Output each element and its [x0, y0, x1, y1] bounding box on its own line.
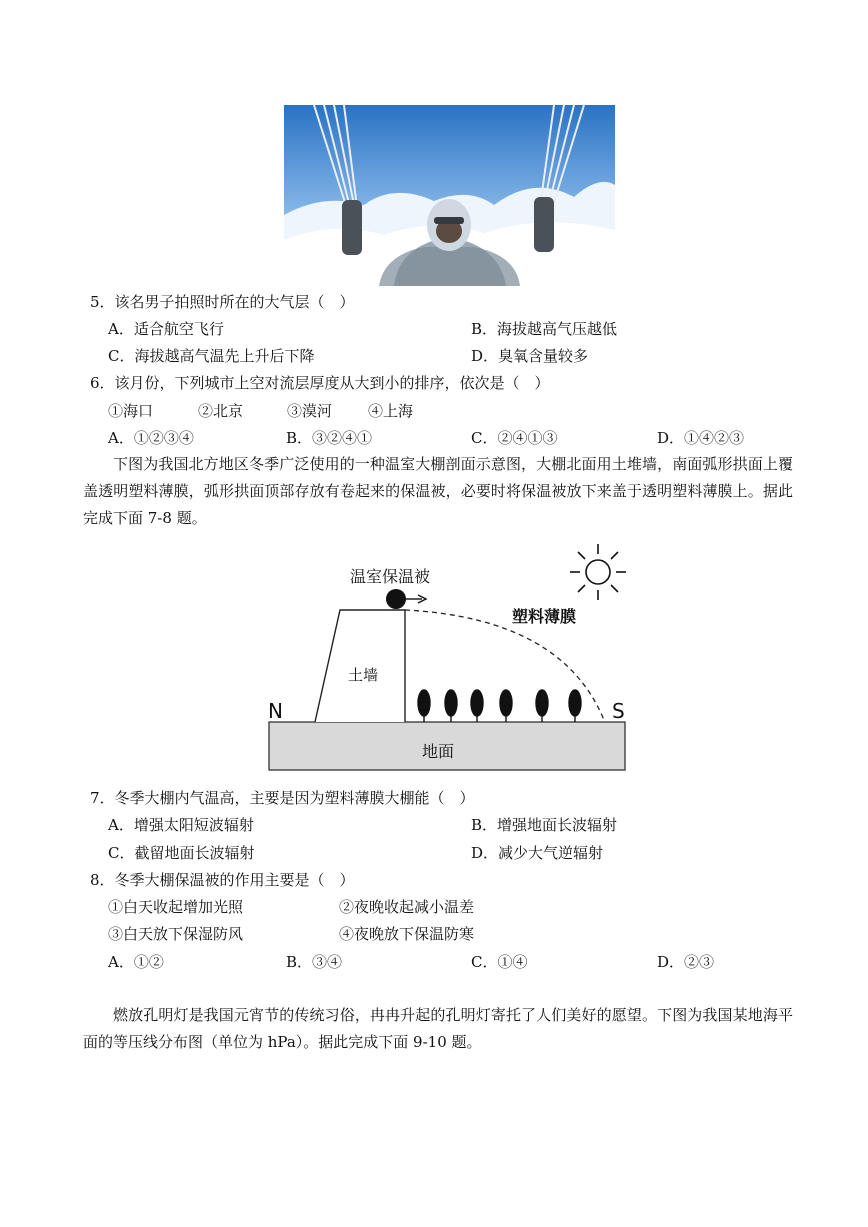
- film-label: 塑料薄膜: [512, 607, 577, 626]
- q6-option-c[interactable]: C．②④①③: [471, 429, 558, 447]
- greenhouse-diagram: [262, 540, 632, 775]
- q6-stem: 6．该月份，下列城市上空对流层厚度从大到小的排序，依次是（ ）: [90, 374, 550, 392]
- q7-option-c[interactable]: C．截留地面长波辐射: [108, 844, 255, 862]
- intro-questions-7-8: 下图为我国北方地区冬季广泛使用的一种温室大棚剖面示意图，大棚北面用土堆墙，南面弧形拱面上覆盖透明塑料薄膜，弧形拱面顶部存放有卷起来的保温被，必要时将保温被放下来盖于透明塑料薄膜上。据此完成下面 7-8 题。: [83, 455, 793, 527]
- q6-item-2: ②北京: [198, 402, 244, 420]
- q5-option-d[interactable]: D．臭氧含量较多: [471, 347, 589, 365]
- q6-option-d[interactable]: D．①④②③: [657, 429, 745, 447]
- q7-stem: 7．冬季大棚内气温高，主要是因为塑料薄膜大棚能（ ）: [90, 789, 475, 807]
- q6-item-3: ③漠河: [287, 402, 333, 420]
- south-label: S: [612, 699, 625, 723]
- q5-stem: 5．该名男子拍照时所在的大气层（ ）: [90, 293, 355, 311]
- blanket-label: 温室保温被: [350, 567, 431, 586]
- plant-icons: [418, 690, 581, 722]
- q8-stem: 8．冬季大棚保温被的作用主要是（ ）: [90, 871, 355, 889]
- north-label: N: [268, 699, 283, 723]
- blanket-roll-icon: [386, 589, 406, 609]
- q5-option-c[interactable]: C．海拔越高气温先上升后下降: [108, 347, 315, 365]
- q8-option-d[interactable]: D．②③: [657, 953, 715, 971]
- q6-option-b[interactable]: B．③②④①: [286, 429, 373, 447]
- q8-item-1: ①白天收起增加光照: [108, 898, 244, 916]
- q7-option-b[interactable]: B．增强地面长波辐射: [471, 816, 618, 834]
- q6-option-a[interactable]: A．①②③④: [108, 429, 194, 447]
- q8-item-4: ④夜晚放下保温防寒: [339, 925, 475, 943]
- q6-item-4: ④上海: [368, 402, 414, 420]
- q7-option-d[interactable]: D．减少大气逆辐射: [471, 844, 604, 862]
- q5-option-b[interactable]: B．海拔越高气压越低: [471, 320, 618, 338]
- sun-icon: [570, 544, 626, 600]
- intro-questions-9-10: 燃放孔明灯是我国元宵节的传统习俗，冉冉升起的孔明灯寄托了人们美好的愿望。下图为我国某地海平面的等压线分布图（单位为 hPa）。据此完成下面 9-10 题。: [83, 1006, 793, 1051]
- parachutist-photo: [284, 105, 615, 286]
- q8-option-b[interactable]: B．③④: [286, 953, 343, 971]
- q7-option-a[interactable]: A．增强太阳短波辐射: [108, 816, 254, 834]
- q8-item-3: ③白天放下保湿防风: [108, 925, 244, 943]
- q8-option-a[interactable]: A．①②: [108, 953, 164, 971]
- wall-label: 土墙: [348, 666, 379, 684]
- q6-item-1: ①海口: [108, 402, 154, 420]
- q8-option-c[interactable]: C．①④: [471, 953, 528, 971]
- q5-option-a[interactable]: A．适合航空飞行: [108, 320, 224, 338]
- ground-label: 地面: [422, 742, 455, 761]
- q8-item-2: ②夜晚收起减小温差: [339, 898, 475, 916]
